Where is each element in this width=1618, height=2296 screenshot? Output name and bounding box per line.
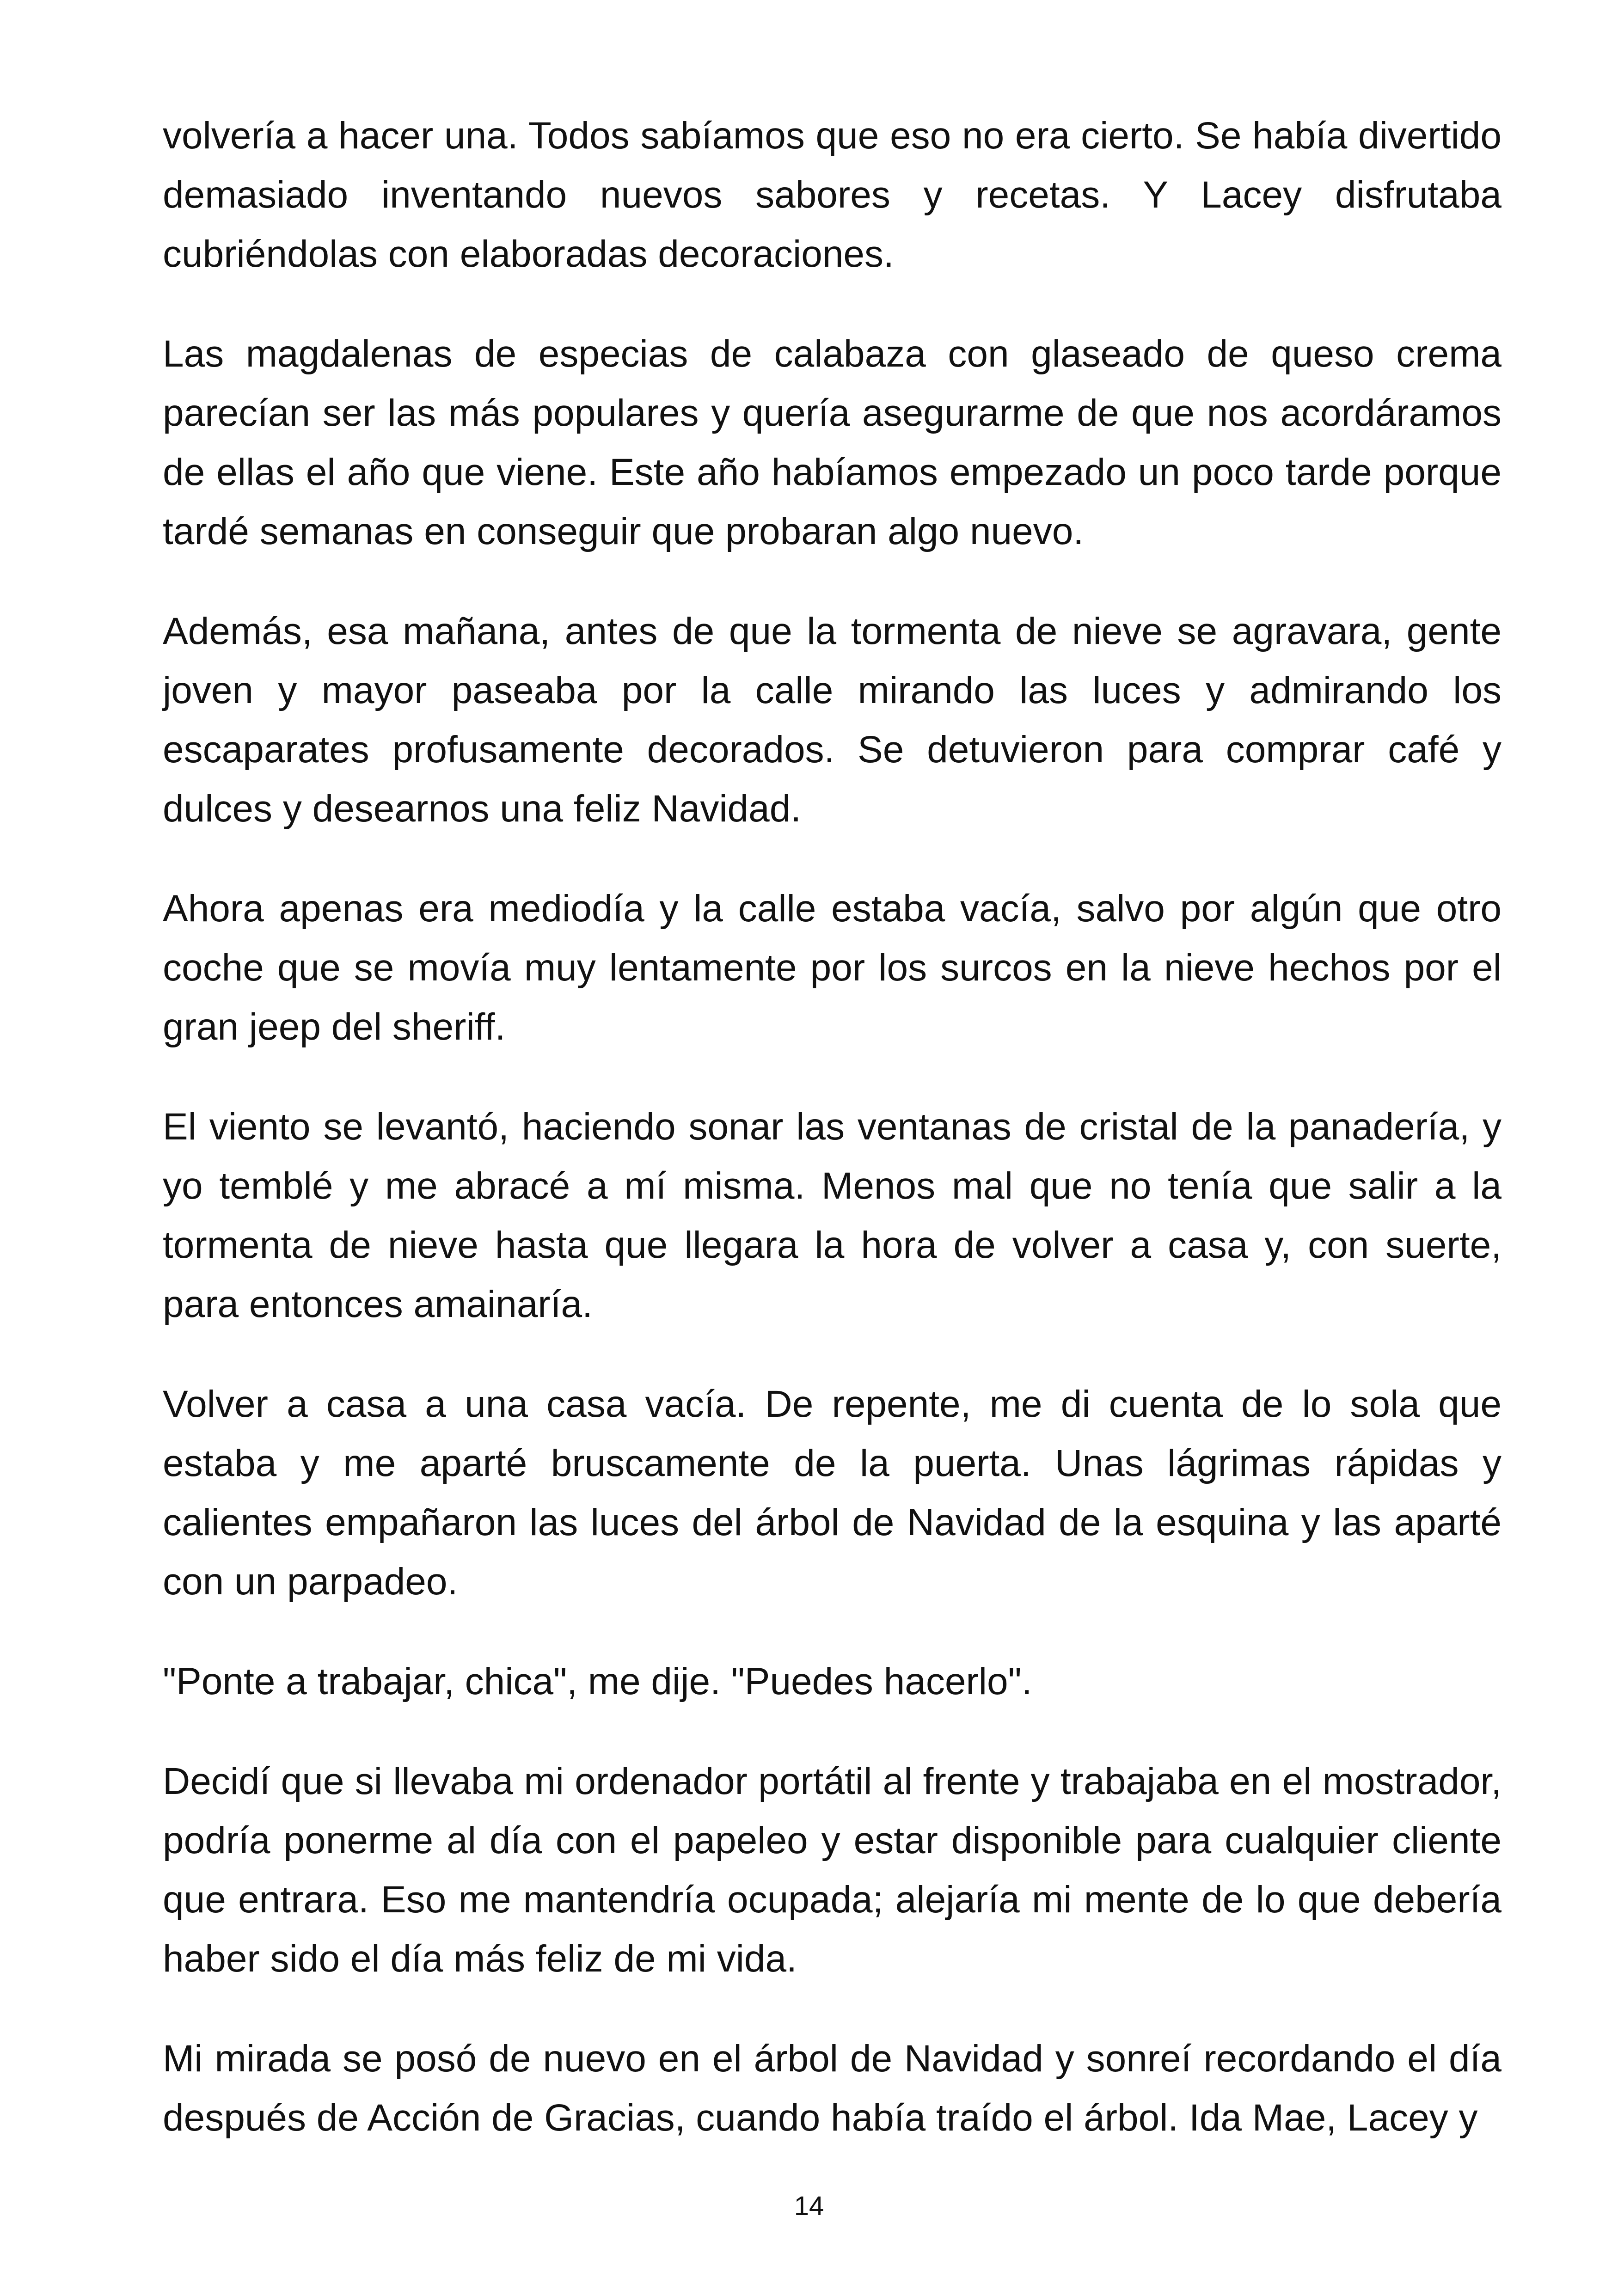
- paragraph-4: Ahora apenas era mediodía y la calle estaba vacía, salvo por algún que otro coche que se movía muy lentamente por los surcos en la nieve hechos por el gran jeep del sheriff.: [163, 888, 1502, 1048]
- paragraph-3: Además, esa mañana, antes de que la tormenta de nieve se agravara, gente joven y mayor paseaba por la calle mirando las luces y admirando los escaparates profusamente decorados. Se detuvieron para comprar café y dulces y desearnos una feliz Navidad.: [163, 610, 1502, 830]
- paragraph-9: Mi mirada se posó de nuevo en el árbol de Navidad y sonreí recordando el día después de Acción de Gracias, cuando había traído el árbol. Ida Mae, Lacey y: [163, 2038, 1502, 2139]
- paragraph-2: Las magdalenas de especias de calabaza con glaseado de queso crema parecían ser las más populares y quería asegurarme de que nos acordáramos de ellas el año que viene. Este año habíamos empezado un poco tarde porque tardé semanas en conseguir que probaran algo nuevo.: [163, 333, 1502, 552]
- paragraph-1: volvería a hacer una. Todos sabíamos que eso no era cierto. Se había divertido demasiado inventando nuevos sabores y recetas. Y Lacey disfrutaba cubriéndolas con elaboradas decoraciones.: [163, 115, 1502, 275]
- page-number: 14: [794, 2191, 824, 2221]
- paragraph-5: El viento se levantó, haciendo sonar las ventanas de cristal de la panadería, y yo temblé y me abracé a mí misma. Menos mal que no tenía que salir a la tormenta de nieve hasta que llegara la hora de volver a casa y, con suerte, para entonces amainaría.: [163, 1106, 1502, 1325]
- paragraph-8: Decidí que si llevaba mi ordenador portátil al frente y trabajaba en el mostrador, podría ponerme al día con el papeleo y estar disponible para cualquier cliente que entrara. Eso me mantendría ocupada; alejaría mi mente de lo que debería haber sido el día más feliz de mi vida.: [163, 1760, 1502, 1980]
- paragraph-6: Volver a casa a una casa vacía. De repente, me di cuenta de lo sola que estaba y me aparté bruscamente de la puerta. Unas lágrimas rápidas y calientes empañaron las luces del árbol de Navidad de la esquina y las aparté con un parpadeo.: [163, 1383, 1502, 1603]
- body-text: [163, 106, 1502, 2148]
- paragraph-7: "Ponte a trabajar, chica", me dije. "Puedes hacerlo".: [163, 1660, 1032, 1702]
